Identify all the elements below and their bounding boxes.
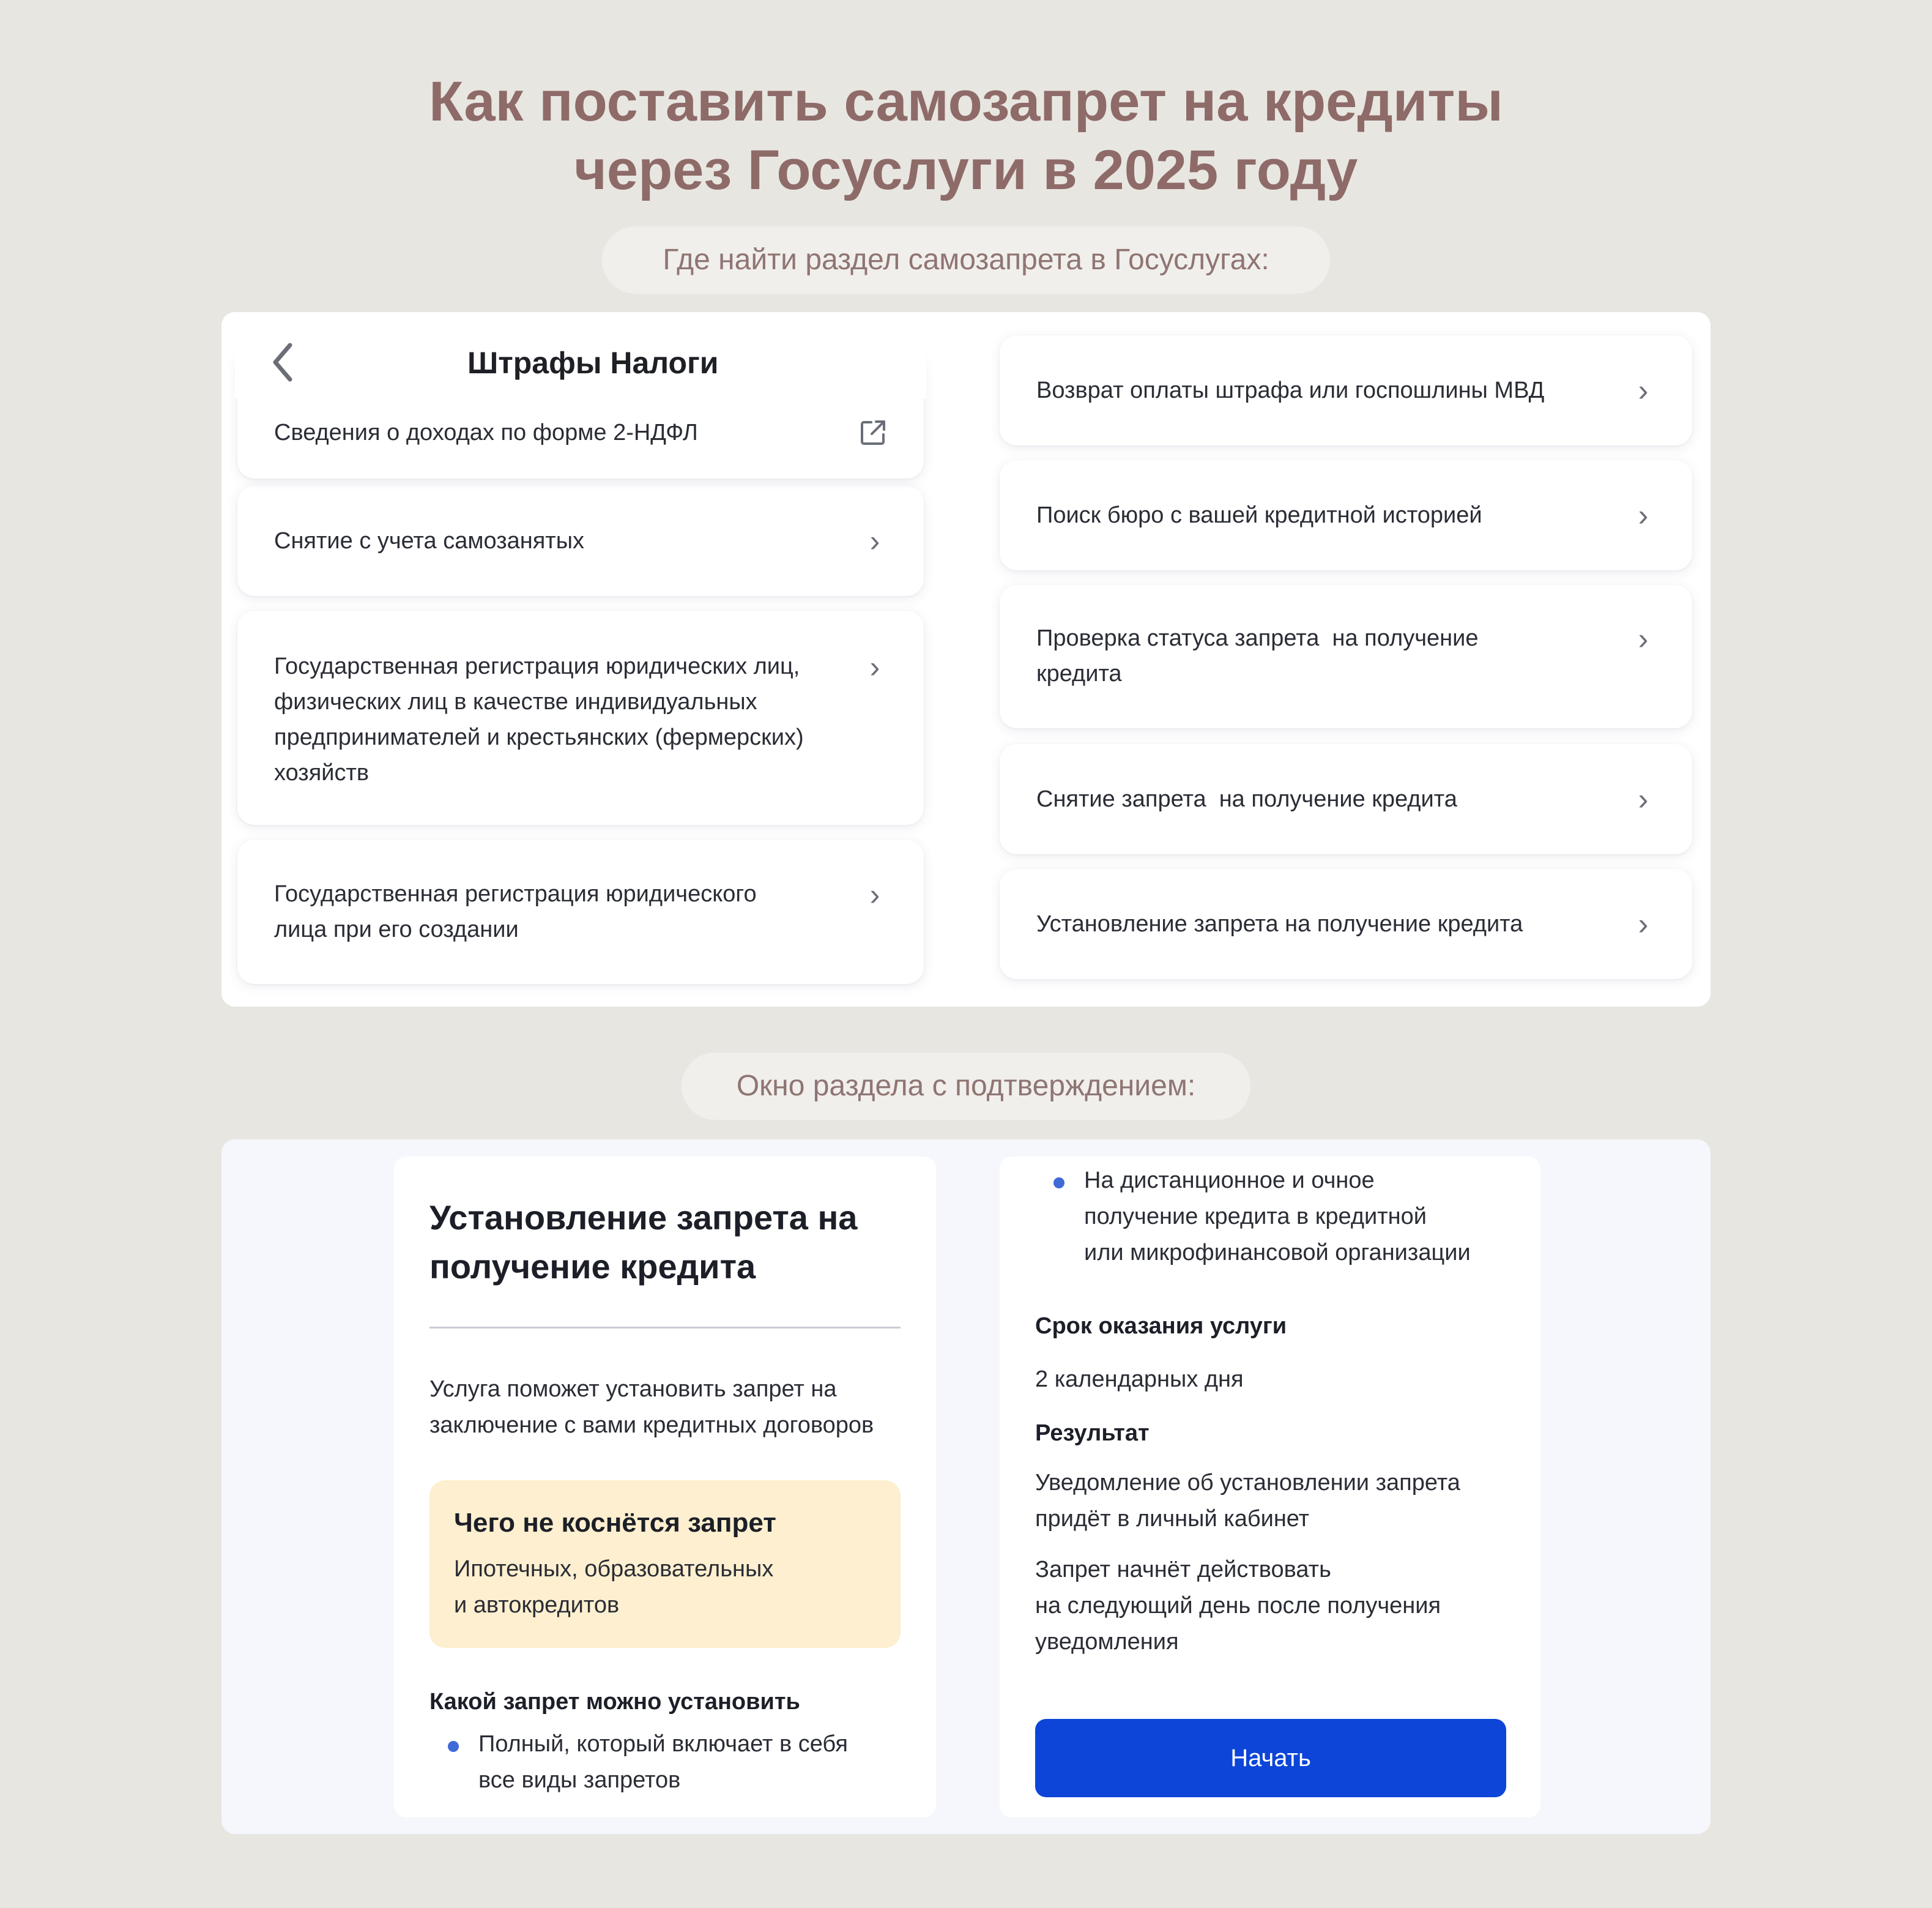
phone-header <box>235 326 926 399</box>
section-label-confirmation: Окно раздела с подтверждением: <box>682 1053 1250 1120</box>
ban-type-remote-line-1: На дистанционное и очное <box>1084 1168 1375 1193</box>
ban-type-full-line-2: все виды запретов <box>478 1767 681 1793</box>
ban-type-full-line-1: Полный, который включает в себя <box>478 1731 848 1757</box>
section-label-where: Где найти раздел самозапрета в Госуслугах: <box>602 226 1330 294</box>
chevron-right-icon: › <box>1638 622 1649 656</box>
external-link-icon <box>859 419 887 447</box>
result-line-1: Уведомление об установлении запрета <box>1035 1470 1460 1496</box>
result-line-2: придёт в личный кабинет <box>1035 1506 1310 1532</box>
page-title-line-2: через Госуслуги в 2025 году <box>574 139 1358 201</box>
result-text <box>1035 1465 1505 1537</box>
menu-item-label: Государственная регистрация юридического лица при его создании <box>274 881 757 942</box>
bullet-dot-icon <box>448 1741 459 1752</box>
menu-screenshot-panel <box>221 312 1711 1007</box>
chevron-left-icon[interactable] <box>266 338 302 387</box>
divider <box>429 1327 901 1329</box>
menu-item-ban-removal[interactable] <box>1000 744 1692 854</box>
service-sheet-right <box>1000 1157 1540 1817</box>
chevron-right-icon: › <box>1638 782 1649 816</box>
exclusions-note-line-1: Ипотечных, образовательных <box>454 1556 774 1582</box>
menu-item-legal-entity-registration[interactable] <box>237 611 924 825</box>
menu-item-label: Сведения о доходах по форме 2-НДФЛ <box>274 420 698 445</box>
result-title: Результат <box>1035 1420 1150 1446</box>
page-title <box>0 67 1932 204</box>
term-title: Срок оказания услуги <box>1035 1313 1287 1339</box>
service-heading: Установление запрета на получение кредита <box>429 1198 858 1286</box>
menu-item-label: Снятие запрета на получение кредита <box>1036 786 1457 812</box>
service-screenshot-panel <box>221 1139 1711 1834</box>
effect-text <box>1035 1552 1505 1660</box>
chevron-right-icon: › <box>869 878 880 912</box>
menu-item-ban-establishment[interactable] <box>1000 869 1692 979</box>
menu-item-label: Поиск бюро с вашей кредитной историей <box>1036 502 1482 528</box>
menu-item-credit-bureau-search[interactable] <box>1000 460 1692 570</box>
menu-item-label: Проверка статуса запрета на получение кредита <box>1036 625 1485 687</box>
menu-item-label: Государственная регистрация юридических лиц, физических лиц в качестве индивидуальных предпринимателей и крестьянских (фермерских) хозяйств <box>274 654 804 786</box>
chevron-right-icon: › <box>1638 907 1649 941</box>
chevron-right-icon: › <box>1638 498 1649 532</box>
phone-header-title: Штрафы Налоги <box>467 346 719 380</box>
chevron-right-icon: › <box>1638 373 1649 408</box>
ban-type-full <box>429 1726 901 1798</box>
service-sheet-left <box>394 1157 936 1817</box>
ban-type-remote <box>1035 1163 1505 1271</box>
start-button[interactable]: Начать <box>1035 1719 1506 1797</box>
term-value: 2 календарных дня <box>1035 1366 1244 1392</box>
menu-item-self-employed-deregistration[interactable] <box>237 486 924 596</box>
chevron-right-icon: › <box>869 650 880 684</box>
bullet-dot-icon <box>1053 1177 1064 1188</box>
exclusions-note-line-2: и автокредитов <box>454 1592 620 1618</box>
menu-item-label: Снятие с учета самозанятых <box>274 528 585 554</box>
service-description: Услуга поможет установить запрет на заключение с вами кредитных договоров <box>429 1376 874 1438</box>
menu-item-label: Возврат оплаты штрафа или госпошлины МВД <box>1036 378 1545 403</box>
menu-item-ban-status-check[interactable] <box>1000 585 1692 728</box>
ban-types-title: Какой запрет можно установить <box>429 1689 800 1715</box>
page-title-line-1: Как поставить самозапрет на кредиты <box>429 70 1503 133</box>
effect-line-2: на следующий день после получения <box>1035 1593 1441 1619</box>
menu-item-legal-entity-creation[interactable] <box>237 840 924 984</box>
effect-line-1: Запрет начнёт действовать <box>1035 1557 1331 1582</box>
chevron-right-icon: › <box>869 524 880 558</box>
exclusions-note <box>429 1480 901 1648</box>
effect-line-3: уведомления <box>1035 1629 1179 1655</box>
menu-item-fine-refund[interactable] <box>1000 335 1692 445</box>
ban-type-remote-line-3: или микрофинансовой организации <box>1084 1240 1471 1265</box>
ban-type-remote-line-2: получение кредита в кредитной <box>1084 1204 1427 1229</box>
menu-item-label: Установление запрета на получение кредита <box>1036 911 1523 937</box>
exclusions-note-title: Чего не коснётся запрет <box>454 1508 776 1538</box>
